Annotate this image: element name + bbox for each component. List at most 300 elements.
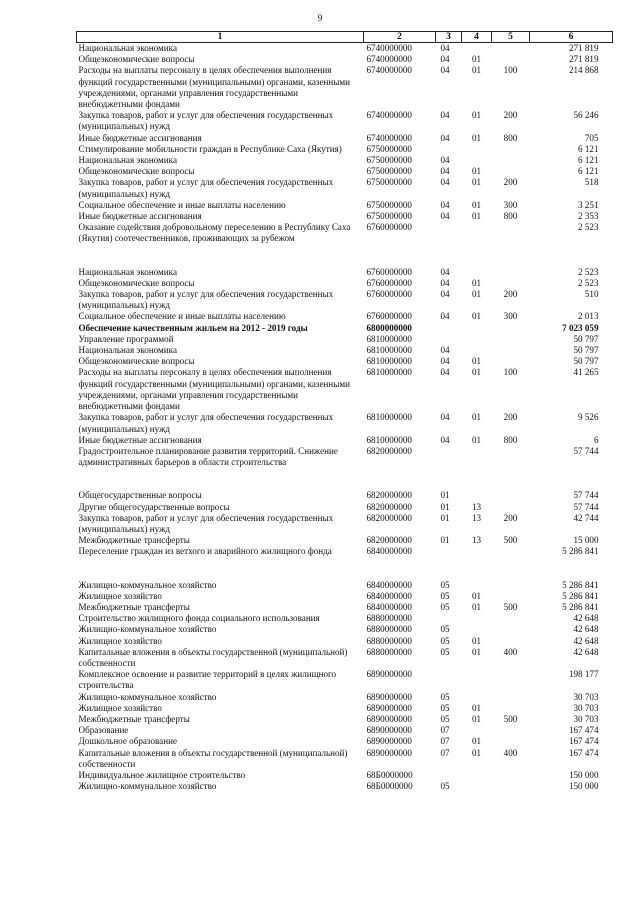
row-subsection: 01 — [471, 601, 482, 612]
row-expense-type — [492, 144, 530, 155]
row-code: 6750000000 — [366, 155, 412, 166]
row-code: 6740000000 — [366, 132, 412, 143]
row-expense-type: 100 — [503, 367, 518, 378]
row-subsection: 13 — [471, 512, 482, 523]
row-name: Межбюджетные трансферты — [78, 601, 190, 612]
row-code: 68Б0000000 — [366, 769, 413, 780]
row-name: Жилищно-коммунальное хозяйство — [78, 579, 217, 590]
row-section: 04 — [440, 54, 450, 65]
table-row — [77, 144, 613, 155]
row-amount: 15 000 — [573, 535, 599, 546]
row-amount: 5 286 841 — [562, 546, 599, 557]
row-expense-type — [492, 323, 530, 334]
row-name: Закупка товаров, работ и услуг для обеспечения государственных (муниципальных) нужд — [78, 512, 334, 534]
row-expense-type — [492, 591, 530, 602]
row-expense-type — [492, 490, 530, 501]
row-expense-type — [492, 580, 530, 591]
row-name: Межбюджетные трансферты — [78, 535, 190, 546]
row-section: 01 — [440, 501, 450, 512]
row-subsection — [462, 222, 492, 244]
table-row — [77, 748, 613, 770]
table-row — [77, 211, 613, 222]
row-amount: 42 648 — [573, 613, 599, 624]
table-row — [77, 602, 613, 613]
row-amount: 5 286 841 — [562, 579, 599, 590]
row-code: 6760000000 — [366, 266, 412, 277]
row-name: Жилищное хозяйство — [78, 702, 162, 713]
row-name: Жилищно-коммунальное хозяйство — [78, 624, 217, 635]
row-subsection: 01 — [471, 65, 482, 76]
row-section: 04 — [440, 345, 450, 356]
row-subsection — [462, 580, 492, 591]
row-name: Национальная экономика — [78, 266, 177, 277]
row-code: 6800000000 — [366, 322, 412, 333]
row-expense-type: 400 — [503, 747, 518, 758]
row-name: Жилищное хозяйство — [78, 590, 162, 601]
table-row — [77, 636, 613, 647]
row-section: 05 — [440, 691, 450, 702]
spacer-row — [77, 558, 613, 580]
row-code: 6840000000 — [366, 546, 412, 557]
row-name: Закупка товаров, работ и услуг для обеспечения государственных (муниципальных) нужд — [78, 412, 334, 434]
table-row — [77, 345, 613, 356]
row-code: 6810000000 — [366, 434, 412, 445]
row-code: 6890000000 — [366, 669, 412, 680]
row-expense-type — [492, 613, 530, 624]
row-amount: 42 648 — [573, 624, 599, 635]
row-expense-type — [492, 446, 530, 468]
row-name: Социальное обеспечение и иные выплаты населению — [78, 199, 286, 210]
row-subsection — [462, 669, 492, 691]
row-name: Строительство жилищного фонда социального использования — [78, 613, 320, 624]
row-amount: 57 744 — [573, 490, 599, 501]
spacer-cell — [77, 245, 613, 267]
row-amount: 2 523 — [578, 222, 599, 233]
row-name: Закупка товаров, работ и услуг для обеспечения государственных (муниципальных) нужд — [78, 177, 334, 199]
row-name: Национальная экономика — [78, 155, 177, 166]
row-subsection — [462, 781, 492, 792]
row-code: 6740000000 — [366, 43, 412, 53]
row-code: 68Б0000000 — [366, 781, 413, 792]
row-amount: 30 703 — [573, 702, 599, 713]
table-row — [77, 546, 613, 557]
table-row — [77, 412, 613, 434]
row-code: 6890000000 — [366, 702, 412, 713]
row-expense-type: 200 — [503, 110, 518, 121]
row-code: 6890000000 — [366, 691, 412, 702]
row-section: 07 — [440, 736, 450, 747]
row-amount: 198 177 — [568, 669, 599, 680]
row-section: 04 — [440, 199, 450, 210]
row-subsection — [462, 345, 492, 356]
row-amount: 5 286 841 — [562, 590, 599, 601]
row-expense-type — [492, 155, 530, 166]
row-section — [436, 613, 462, 624]
row-code: 6810000000 — [366, 333, 412, 344]
row-section: 04 — [440, 311, 450, 322]
row-code: 6740000000 — [366, 65, 412, 76]
row-amount: 6 121 — [578, 166, 599, 177]
row-expense-type: 500 — [503, 601, 518, 612]
row-name: Закупка товаров, работ и услуг для обеспечения государственных (муниципальных) нужд — [78, 110, 334, 132]
row-amount: 7 023 059 — [562, 322, 599, 333]
row-section: 04 — [440, 367, 450, 378]
row-name: Жилищно-коммунальное хозяйство — [78, 781, 217, 792]
row-name: Оказание содействия добровольному переселению в Республику Саха (Якутия) соотечественников, проживающих за рубежом — [78, 222, 351, 244]
row-expense-type — [492, 166, 530, 177]
row-name: Жилищно-коммунальное хозяйство — [78, 691, 217, 702]
row-section: 04 — [440, 65, 450, 76]
table-row — [77, 502, 613, 513]
table-row — [77, 267, 613, 278]
row-amount: 150 000 — [568, 769, 599, 780]
row-name: Капитальные вложения в объекты государственной (муниципальной) собственности — [78, 747, 348, 769]
row-amount: 3 251 — [578, 199, 599, 210]
row-subsection — [462, 155, 492, 166]
row-amount: 6 121 — [578, 155, 599, 166]
row-code: 6810000000 — [366, 367, 412, 378]
row-code: 6890000000 — [366, 747, 412, 758]
table-row — [77, 334, 613, 345]
spacer-cell — [77, 468, 613, 490]
row-section: 05 — [440, 590, 450, 601]
row-name: Межбюджетные трансферты — [78, 713, 190, 724]
row-subsection: 01 — [471, 177, 482, 188]
row-expense-type — [492, 692, 530, 703]
row-expense-type: 200 — [503, 512, 518, 523]
row-amount: 2 523 — [578, 266, 599, 277]
row-expense-type: 200 — [503, 412, 518, 423]
table-row — [77, 725, 613, 736]
row-amount: 42 744 — [573, 512, 599, 523]
row-subsection: 01 — [471, 311, 482, 322]
row-name: Общегосударственные вопросы — [78, 490, 202, 501]
table-row — [77, 781, 613, 792]
row-amount: 705 — [584, 132, 599, 143]
header-col-2: 2 — [364, 32, 436, 43]
row-subsection: 01 — [471, 166, 482, 177]
row-section — [436, 546, 462, 557]
row-section: 05 — [440, 646, 450, 657]
row-subsection — [462, 267, 492, 278]
row-code: 6760000000 — [366, 311, 412, 322]
table-row — [77, 490, 613, 501]
row-subsection: 01 — [471, 646, 482, 657]
row-amount: 30 703 — [573, 713, 599, 724]
row-amount: 510 — [584, 289, 599, 300]
row-code: 6750000000 — [366, 199, 412, 210]
row-subsection: 01 — [471, 54, 482, 65]
row-subsection — [462, 692, 492, 703]
row-expense-type — [492, 345, 530, 356]
row-code: 6880000000 — [366, 646, 412, 657]
table-row — [77, 311, 613, 322]
row-subsection: 01 — [471, 367, 482, 378]
table-row — [77, 110, 613, 132]
table-row — [77, 323, 613, 334]
row-amount: 2 353 — [578, 211, 599, 222]
row-expense-type: 400 — [503, 646, 518, 657]
row-section — [436, 144, 462, 155]
row-expense-type — [492, 669, 530, 691]
row-subsection — [462, 446, 492, 468]
row-code: 6760000000 — [366, 222, 412, 233]
row-expense-type: 800 — [503, 132, 518, 143]
row-expense-type — [492, 356, 530, 367]
row-subsection: 13 — [471, 535, 482, 546]
row-amount: 6 121 — [578, 143, 599, 154]
row-subsection: 13 — [471, 501, 482, 512]
row-subsection: 01 — [471, 132, 482, 143]
row-amount: 167 474 — [568, 736, 599, 747]
row-subsection — [462, 144, 492, 155]
row-name: Градостроительное планирование развития территорий. Снижение административных барьеров в области строительства — [78, 445, 338, 468]
header-col-3: 3 — [436, 32, 462, 43]
row-section: 04 — [440, 166, 450, 177]
row-expense-type — [492, 267, 530, 278]
row-expense-type — [492, 502, 530, 513]
row-code: 6820000000 — [366, 490, 412, 501]
row-expense-type — [492, 43, 530, 55]
row-name: Иные бюджетные ассигнования — [78, 211, 202, 222]
row-name: Переселение граждан из ветхого и аварийного жилищного фонда — [78, 546, 332, 557]
row-section — [436, 323, 462, 334]
row-name: Расходы на выплаты персоналу в целях обеспечения выполнения функций государственными (муниципальными) органами, казенными учреждениями, органами управления государственными внебюджетными фондами — [78, 65, 350, 110]
row-section: 07 — [440, 725, 450, 736]
row-section: 04 — [440, 356, 450, 367]
table-row — [77, 647, 613, 669]
row-code: 6750000000 — [366, 166, 412, 177]
row-amount: 5 286 841 — [562, 601, 599, 612]
row-expense-type — [492, 725, 530, 736]
row-name: Обеспечение качественным жильем на 2012 - 2019 годы — [78, 322, 308, 333]
table-row — [77, 166, 613, 177]
header-row — [77, 32, 613, 43]
row-code: 6880000000 — [366, 635, 412, 646]
row-name: Общеэкономические вопросы — [78, 54, 195, 65]
header-col-6: 6 — [530, 32, 613, 43]
table-row — [77, 446, 613, 468]
budget-table — [76, 31, 613, 792]
row-expense-type: 800 — [503, 211, 518, 222]
row-section — [436, 770, 462, 781]
row-subsection — [462, 613, 492, 624]
table-row — [77, 222, 613, 244]
row-section — [436, 446, 462, 468]
row-amount: 57 744 — [573, 501, 599, 512]
row-name: Расходы на выплаты персоналу в целях обеспечения выполнения функций государственными (муниципальными) органами, казенными учреждениями, органами управления государственными внебюджетными фондами — [78, 367, 350, 412]
row-section: 04 — [440, 43, 450, 53]
row-amount: 56 246 — [573, 110, 599, 121]
table-row — [77, 54, 613, 65]
table-row — [77, 367, 613, 412]
row-name: Иные бюджетные ассигнования — [78, 132, 202, 143]
row-section: 05 — [440, 601, 450, 612]
row-code: 6890000000 — [366, 713, 412, 724]
header-col-4: 4 — [462, 32, 492, 43]
row-amount: 518 — [584, 177, 599, 188]
row-amount: 271 819 — [568, 43, 599, 53]
row-name: Национальная экономика — [78, 43, 177, 53]
row-section: 04 — [440, 434, 450, 445]
row-amount: 50 797 — [573, 345, 599, 356]
row-name: Национальная экономика — [78, 345, 177, 356]
header-col-1: 1 — [77, 32, 364, 43]
row-section — [436, 669, 462, 691]
row-subsection — [462, 334, 492, 345]
row-amount: 167 474 — [568, 725, 599, 736]
row-code: 6750000000 — [366, 211, 412, 222]
row-section — [436, 334, 462, 345]
header-col-5: 5 — [492, 32, 530, 43]
row-section: 04 — [440, 177, 450, 188]
row-code: 6890000000 — [366, 736, 412, 747]
row-expense-type — [492, 736, 530, 747]
row-subsection: 01 — [471, 211, 482, 222]
row-subsection — [462, 624, 492, 635]
table-row — [77, 736, 613, 747]
row-expense-type — [492, 334, 530, 345]
page-number: 9 — [317, 14, 323, 24]
row-subsection: 01 — [471, 736, 482, 747]
table-row — [77, 289, 613, 311]
row-section: 07 — [440, 747, 450, 758]
row-code: 6810000000 — [366, 356, 412, 367]
table-row — [77, 669, 613, 691]
row-subsection: 01 — [471, 747, 482, 758]
row-code: 6880000000 — [366, 613, 412, 624]
table-row — [77, 65, 613, 110]
spacer-row — [77, 245, 613, 267]
row-name: Жилищное хозяйство — [78, 635, 162, 646]
row-section: 04 — [440, 277, 450, 288]
row-section: 05 — [440, 713, 450, 724]
row-expense-type: 300 — [503, 311, 518, 322]
row-section: 05 — [440, 624, 450, 635]
row-expense-type — [492, 781, 530, 792]
row-amount: 271 819 — [568, 54, 599, 65]
row-section: 01 — [440, 490, 450, 501]
row-expense-type — [492, 703, 530, 714]
table-row — [77, 580, 613, 591]
row-code: 6810000000 — [366, 412, 412, 423]
row-expense-type — [492, 546, 530, 557]
row-amount: 2 523 — [578, 277, 599, 288]
row-subsection: 01 — [471, 635, 482, 646]
row-name: Общеэкономические вопросы — [78, 277, 195, 288]
row-code: 6840000000 — [366, 590, 412, 601]
row-code: 6750000000 — [366, 143, 412, 154]
row-amount: 41 265 — [573, 367, 599, 378]
row-expense-type — [492, 278, 530, 289]
row-section: 04 — [440, 110, 450, 121]
table-row — [77, 435, 613, 446]
row-code: 6840000000 — [366, 601, 412, 612]
row-name: Дошкольное образование — [78, 736, 177, 747]
table-row — [77, 43, 613, 55]
row-code: 6890000000 — [366, 725, 412, 736]
row-expense-type: 200 — [503, 289, 518, 300]
table-row — [77, 692, 613, 703]
row-section: 05 — [440, 781, 450, 792]
row-code: 6740000000 — [366, 54, 412, 65]
row-expense-type: 800 — [503, 434, 518, 445]
row-code: 6820000000 — [366, 512, 412, 523]
row-expense-type — [492, 54, 530, 65]
row-subsection: 01 — [471, 412, 482, 423]
row-section: 04 — [440, 412, 450, 423]
row-code: 6740000000 — [366, 110, 412, 121]
row-section: 04 — [440, 289, 450, 300]
row-code: 6810000000 — [366, 345, 412, 356]
row-expense-type — [492, 770, 530, 781]
row-subsection — [462, 490, 492, 501]
row-code: 6820000000 — [366, 535, 412, 546]
row-section: 05 — [440, 635, 450, 646]
row-name: Закупка товаров, работ и услуг для обеспечения государственных (муниципальных) нужд — [78, 289, 334, 311]
table-row — [77, 535, 613, 546]
row-expense-type: 100 — [503, 65, 518, 76]
row-section: 05 — [440, 702, 450, 713]
row-name: Общеэкономические вопросы — [78, 356, 195, 367]
row-amount: 42 648 — [573, 646, 599, 657]
row-subsection: 01 — [471, 356, 482, 367]
row-amount: 50 797 — [573, 356, 599, 367]
table-row — [77, 200, 613, 211]
table-row — [77, 356, 613, 367]
row-subsection: 01 — [471, 277, 482, 288]
row-subsection: 01 — [471, 199, 482, 210]
row-name: Капитальные вложения в объекты государственной (муниципальной) собственности — [78, 646, 348, 668]
row-amount: 9 526 — [578, 412, 599, 423]
row-subsection — [462, 43, 492, 55]
row-subsection: 01 — [471, 713, 482, 724]
table-body — [77, 43, 613, 793]
spacer-row — [77, 468, 613, 490]
row-subsection: 01 — [471, 702, 482, 713]
row-subsection — [462, 725, 492, 736]
row-name: Иные бюджетные ассигнования — [78, 434, 202, 445]
table-row — [77, 591, 613, 602]
row-expense-type: 200 — [503, 177, 518, 188]
row-subsection — [462, 770, 492, 781]
row-amount: 57 744 — [573, 445, 599, 456]
row-name: Социальное обеспечение и иные выплаты населению — [78, 311, 286, 322]
row-section: 04 — [440, 132, 450, 143]
row-name: Другие общегосударственные вопросы — [78, 501, 230, 512]
row-expense-type — [492, 222, 530, 244]
spacer-cell — [77, 558, 613, 580]
row-section: 01 — [440, 512, 450, 523]
row-amount: 50 797 — [573, 333, 599, 344]
table-row — [77, 155, 613, 166]
table-row — [77, 613, 613, 624]
row-section: 04 — [440, 266, 450, 277]
row-expense-type: 500 — [503, 713, 518, 724]
row-subsection: 01 — [471, 289, 482, 300]
row-subsection — [462, 323, 492, 334]
row-name: Индивидуальное жилищное строительство — [78, 769, 246, 780]
row-amount: 30 703 — [573, 691, 599, 702]
row-section: 05 — [440, 579, 450, 590]
table-row — [77, 770, 613, 781]
row-section: 01 — [440, 535, 450, 546]
row-amount: 150 000 — [568, 781, 599, 792]
row-expense-type: 300 — [503, 199, 518, 210]
row-code: 6760000000 — [366, 289, 412, 300]
row-section — [436, 222, 462, 244]
row-code: 6760000000 — [366, 277, 412, 288]
